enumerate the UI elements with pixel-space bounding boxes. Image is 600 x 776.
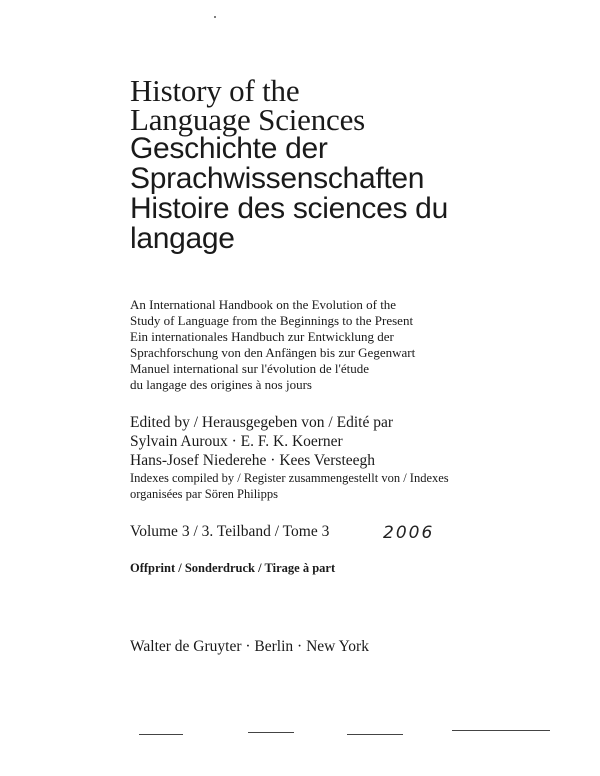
subtitle-french [130,361,530,393]
indexes-line-1: Indexes compiled by / Register zusammengestellt von / Indexes [130,471,449,485]
subtitle-english-line-1: An International Handbook on the Evolution of the [130,297,397,312]
bottom-rule [139,734,183,735]
bottom-rule [452,730,550,731]
subtitle-english-line-2: Study of Language from the Beginnings to the Present [130,313,414,328]
subtitle-german-line-1: Ein internationales Handbuch zur Entwicklung der [130,329,394,344]
subtitle-english [130,297,530,329]
volume-info: Volume 3 / 3. Teilband / Tome 3 [130,523,330,540]
subtitle-german-line-2: Sprachforschung von den Anfängen bis zur Gegenwart [130,345,416,360]
title-line-german-1: Geschichte der [130,132,328,165]
title-line-english-1: History of the [130,73,300,108]
bottom-rule [248,732,294,733]
offprint-label: Offprint / Sonderdruck / Tirage à part [130,561,336,575]
subtitle-german [130,329,530,361]
scan-speck [214,16,216,18]
title-line-german-2: Sprachwissenschaften [130,162,425,195]
editors-block [130,413,550,502]
title-line-french-2: langage [130,222,235,255]
subtitle-french-line-2: du langage des origines à nos jours [130,377,312,392]
publisher-imprint: Walter de Gruyter · Berlin · New York [130,638,369,655]
edited-by-label: Edited by / Herausgegeben von / Edité par [130,414,393,431]
editor-names-line-2: Hans-Josef Niederehe · Kees Versteegh [130,452,376,469]
handwritten-year: 2006 [383,523,435,543]
subtitle-block [130,297,530,393]
bottom-rule [347,734,403,735]
editor-names-line-1: Sylvain Auroux · E. F. K. Koerner [130,433,343,450]
indexes-line-2: organisées par Sören Philipps [130,487,279,501]
title-line-english-2: Language Sciences [130,102,366,137]
title-line-french-1: Histoire des sciences du [130,192,448,225]
book-title [130,73,570,255]
subtitle-french-line-1: Manuel international sur l'évolution de l'étude [130,361,369,376]
